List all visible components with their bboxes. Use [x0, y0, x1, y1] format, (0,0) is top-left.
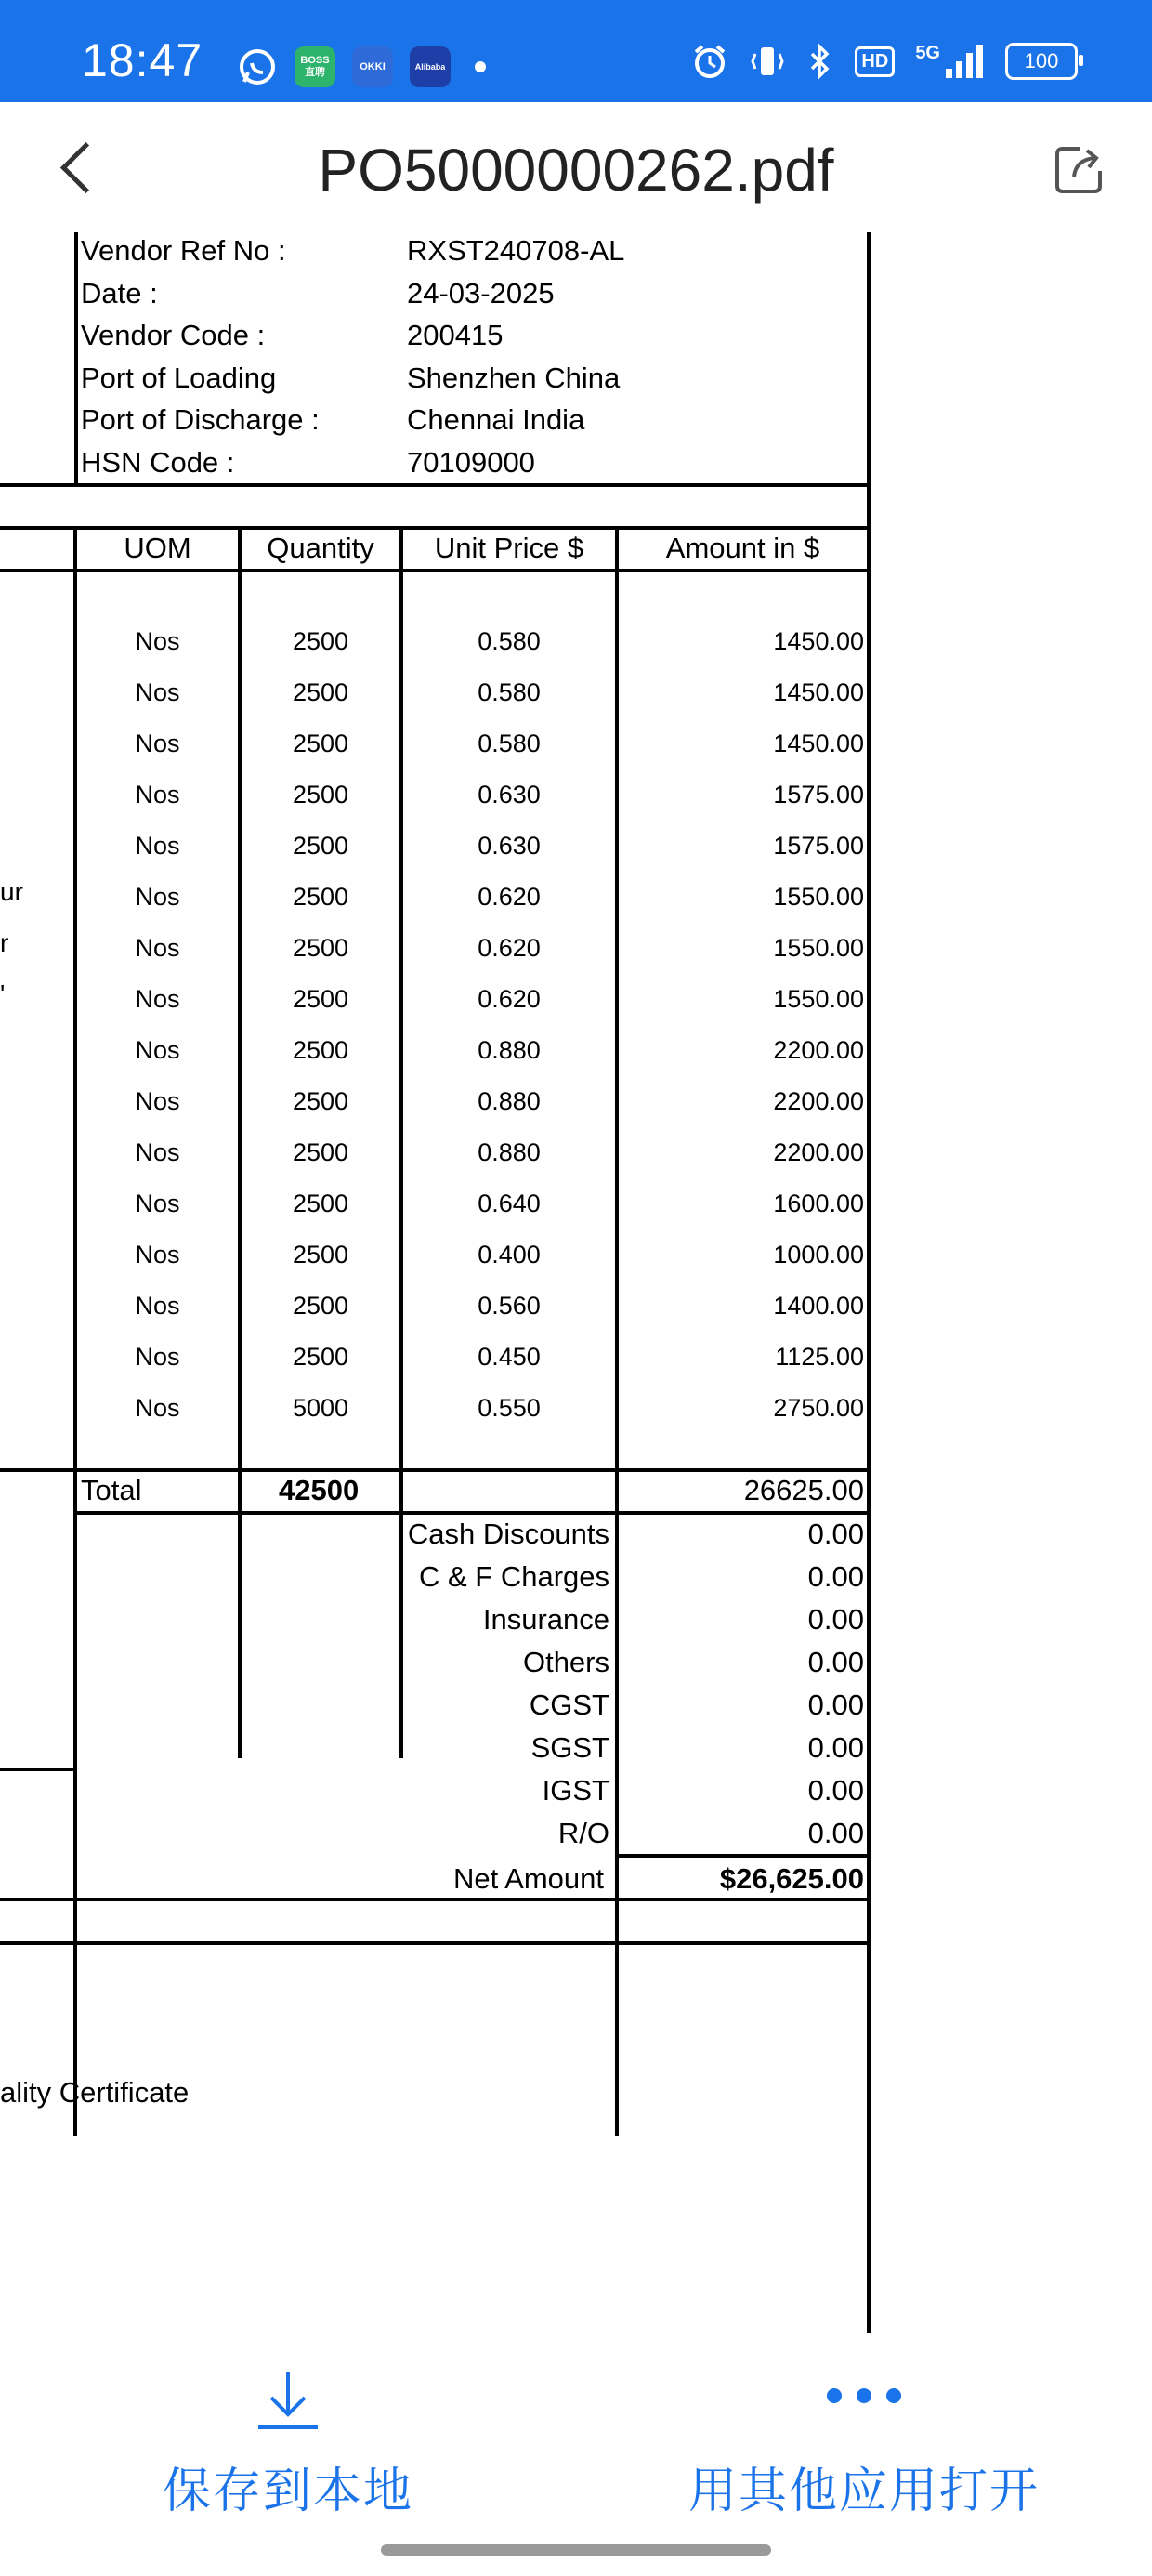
cell-amount: 1550.00 — [773, 985, 864, 1013]
download-icon — [251, 2368, 325, 2433]
open-with-label: 用其他应用打开 — [687, 2464, 1040, 2518]
summary-value: 0.00 — [807, 1731, 864, 1764]
cell-uom: Nos — [135, 1138, 180, 1166]
alarm-icon — [691, 43, 728, 80]
cell-quantity: 2500 — [292, 883, 349, 911]
cell-uom: Nos — [135, 729, 180, 757]
net-amount-label: Net Amount — [453, 1862, 604, 1895]
cell-uom: Nos — [135, 883, 180, 911]
cell-quantity: 2500 — [292, 1036, 349, 1064]
total-amount: 26625.00 — [743, 1474, 864, 1506]
doc-border-inner-left — [74, 232, 78, 485]
left-fragment: ur — [0, 877, 23, 906]
cell-quantity: 2500 — [292, 934, 349, 962]
cell-uom: Nos — [135, 832, 180, 860]
cell-amount: 1125.00 — [775, 1343, 864, 1371]
cell-amount: 1450.00 — [773, 627, 864, 655]
summary-label: SGST — [530, 1731, 609, 1764]
more-icon — [827, 2388, 901, 2407]
cell-unit-price: 0.580 — [478, 627, 541, 655]
bluetooth-icon — [806, 43, 834, 80]
okki-app-icon: OKKI — [352, 46, 393, 87]
pdf-page[interactable] — [0, 232, 1152, 2333]
whatsapp-icon — [237, 46, 278, 87]
header-field-value: Chennai India — [407, 403, 585, 436]
cell-unit-price: 0.400 — [478, 1241, 541, 1268]
cell-uom: Nos — [135, 1343, 180, 1371]
summary-label: Cash Discounts — [407, 1518, 609, 1550]
cell-unit-price: 0.880 — [478, 1087, 541, 1115]
cell-amount: 1000.00 — [773, 1241, 864, 1268]
cell-uom: Nos — [135, 1241, 180, 1268]
cell-unit-price: 0.450 — [478, 1343, 541, 1371]
cell-uom: Nos — [135, 1087, 180, 1115]
header-field-label: Vendor Code : — [81, 319, 266, 351]
cell-amount: 1450.00 — [773, 729, 864, 757]
cell-amount: 1550.00 — [773, 934, 864, 962]
cell-unit-price: 0.630 — [478, 781, 541, 808]
left-fragment: r — [0, 928, 9, 957]
total-top-line — [0, 1468, 871, 1472]
summary-label: Others — [522, 1646, 609, 1678]
summary-value: 0.00 — [807, 1518, 864, 1550]
cell-unit-price: 0.560 — [478, 1292, 541, 1320]
signal-icon — [944, 43, 985, 80]
cell-uom: Nos — [135, 1292, 180, 1320]
save-local-button[interactable] — [74, 2351, 502, 2518]
total-bottom-line — [74, 1511, 871, 1515]
cell-amount: 2200.00 — [773, 1087, 864, 1115]
battery-icon — [1005, 43, 1078, 80]
cell-unit-price: 0.880 — [478, 1138, 541, 1166]
cell-quantity: 2500 — [292, 985, 349, 1013]
cell-uom: Nos — [135, 781, 180, 808]
page-title: PO5000000262.pdf — [318, 137, 834, 204]
cell-unit-price: 0.620 — [478, 985, 541, 1013]
summary-label: CGST — [529, 1689, 609, 1721]
footer-fragment: ality Certificate — [0, 2076, 190, 2109]
cell-unit-price: 0.620 — [478, 934, 541, 962]
net-amount-top-line — [617, 1854, 871, 1858]
summary-label: IGST — [542, 1774, 609, 1807]
system-icons — [691, 43, 1078, 80]
header-field-value: 70109000 — [407, 445, 535, 479]
app-bar — [0, 102, 1152, 232]
summary-label: Insurance — [482, 1603, 609, 1636]
cell-uom: Nos — [135, 934, 180, 962]
header-field-value: 24-03-2025 — [407, 276, 555, 309]
cell-amount: 1550.00 — [773, 883, 864, 911]
header-field-label: Date : — [81, 276, 158, 309]
column-header-line — [0, 569, 871, 572]
status-bar — [0, 0, 1152, 102]
cell-quantity: 2500 — [292, 678, 349, 706]
cell-unit-price: 0.880 — [478, 1036, 541, 1064]
cell-uom: Nos — [135, 1394, 180, 1422]
save-local-label: 保存到本地 — [162, 2464, 413, 2518]
cell-uom: Nos — [135, 1036, 180, 1064]
header-field-value: Shenzhen China — [407, 361, 621, 394]
cell-quantity: 2500 — [292, 729, 349, 757]
net-amount-value: $26,625.00 — [719, 1862, 864, 1895]
cell-unit-price: 0.550 — [478, 1394, 541, 1422]
section-line — [0, 1941, 871, 1945]
summary-value: 0.00 — [807, 1689, 864, 1721]
summary-value: 0.00 — [807, 1603, 864, 1636]
cell-quantity: 5000 — [292, 1394, 349, 1422]
header-field-value: RXST240708-AL — [407, 234, 625, 267]
cell-quantity: 2500 — [292, 1087, 349, 1115]
cell-uom: Nos — [135, 678, 180, 706]
header-field-value: 200415 — [407, 319, 504, 351]
summary-label: C & F Charges — [418, 1560, 609, 1593]
summary-bottom-line — [0, 1898, 871, 1901]
summary-label: R/O — [557, 1817, 609, 1849]
doc-border-right — [867, 232, 871, 2334]
notification-icons — [237, 46, 486, 87]
hd-badge: HD — [855, 46, 895, 77]
header-bottom-line — [0, 483, 871, 487]
network-type: 5G — [915, 43, 940, 63]
summary-value: 0.00 — [807, 1774, 864, 1807]
col-header-amount: Amount in $ — [665, 532, 820, 564]
cell-quantity: 2500 — [292, 1138, 349, 1166]
cell-uom: Nos — [135, 985, 180, 1013]
header-field-label: HSN Code : — [81, 445, 235, 479]
cell-unit-price: 0.630 — [478, 832, 541, 860]
header-field-label: Vendor Ref No : — [81, 234, 286, 267]
total-quantity: 42500 — [279, 1474, 360, 1506]
summary-value: 0.00 — [807, 1817, 864, 1849]
open-with-button[interactable] — [650, 2351, 1078, 2518]
left-panel-line — [0, 1768, 74, 1771]
cell-amount: 1450.00 — [773, 678, 864, 706]
cell-amount: 2200.00 — [773, 1036, 864, 1064]
col-header-quantity: Quantity — [267, 532, 374, 564]
summary-value: 0.00 — [807, 1560, 864, 1593]
total-label: Total — [81, 1474, 142, 1506]
cell-amount: 1600.00 — [773, 1189, 864, 1217]
cell-uom: Nos — [135, 627, 180, 655]
col-header-uom: UOM — [124, 532, 191, 564]
cell-amount: 2750.00 — [773, 1394, 864, 1422]
status-time: 18:47 — [82, 34, 203, 86]
cell-unit-price: 0.640 — [478, 1189, 541, 1217]
header-field-label: Port of Loading — [81, 361, 277, 394]
alibaba-app-icon: Alibaba — [410, 46, 451, 87]
cell-quantity: 2500 — [292, 832, 349, 860]
col-header-unit-price: Unit Price $ — [434, 532, 584, 564]
cell-amount: 1575.00 — [773, 781, 864, 808]
share-button[interactable] — [1052, 141, 1107, 197]
cell-amount: 1575.00 — [773, 832, 864, 860]
cell-quantity: 2500 — [292, 1241, 349, 1268]
boss-app-icon: BOSS 直聘 — [295, 46, 335, 87]
more-notifications-dot — [475, 61, 486, 72]
cell-quantity: 2500 — [292, 1189, 349, 1217]
header-field-label: Port of Discharge : — [81, 403, 320, 436]
cell-quantity: 2500 — [292, 1343, 349, 1371]
cell-unit-price: 0.620 — [478, 883, 541, 911]
summary-value: 0.00 — [807, 1646, 864, 1678]
cell-quantity: 2500 — [292, 627, 349, 655]
cell-unit-price: 0.580 — [478, 729, 541, 757]
bottom-action-bar — [0, 2333, 1152, 2576]
home-indicator[interactable] — [381, 2544, 771, 2556]
cell-quantity: 2500 — [292, 781, 349, 808]
table-top-line — [0, 526, 871, 530]
cell-amount: 1400.00 — [773, 1292, 864, 1320]
cell-quantity: 2500 — [292, 1292, 349, 1320]
vibrate-icon — [749, 43, 786, 80]
cell-uom: Nos — [135, 1189, 180, 1217]
battery-level: 100 — [1024, 49, 1059, 72]
cell-amount: 2200.00 — [773, 1138, 864, 1166]
left-fragment: ' — [0, 979, 6, 1008]
cell-unit-price: 0.580 — [478, 678, 541, 706]
col-sep-1 — [73, 526, 77, 2136]
